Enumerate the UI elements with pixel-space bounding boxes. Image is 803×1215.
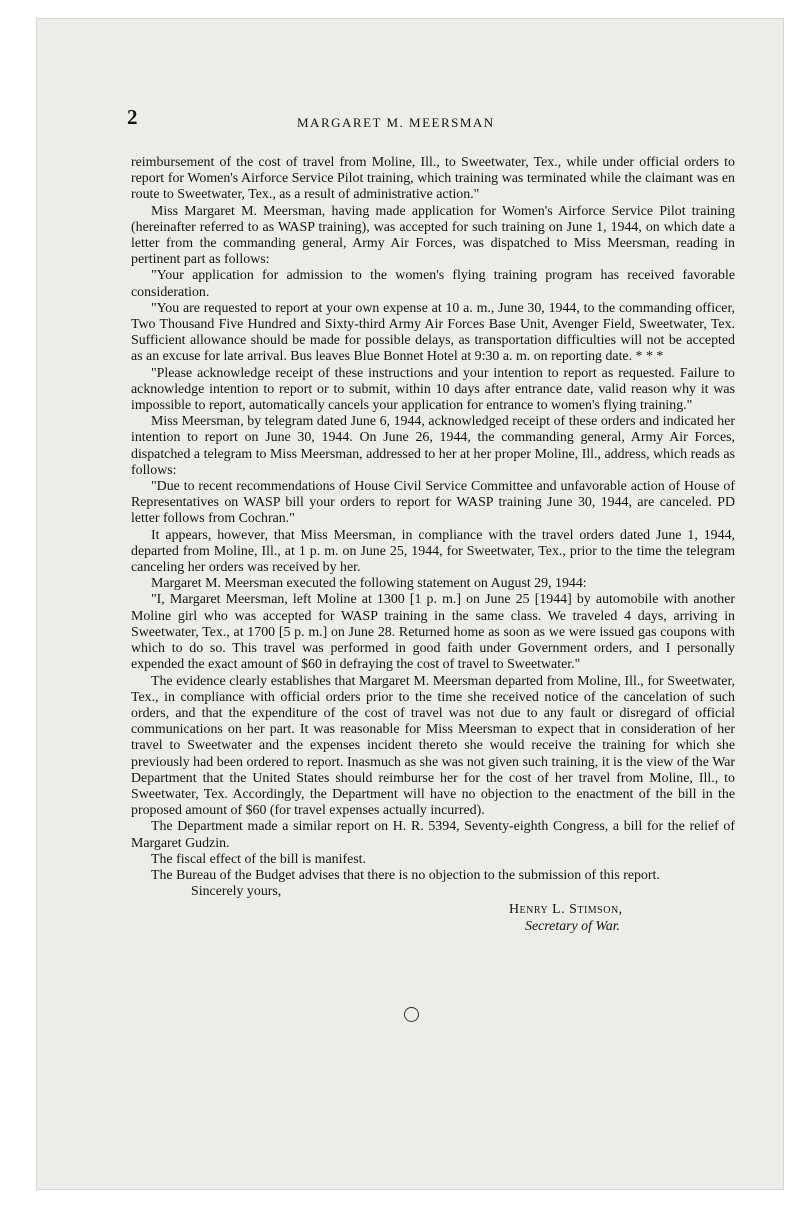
closing-salutation: Sincerely yours, (191, 884, 282, 900)
page-header (127, 105, 735, 155)
paragraph: Margaret M. Meersman executed the following statement on August 29, 1944: (151, 576, 587, 592)
paragraph: reimbursement of the cost of travel from Moline, Ill., to Sweetwater, Tex., while under official orders to report for Women's Airforce Service Pilot training, which training was terminated while the claimant was en route to Sweetwater, Tex., as a result of administrative action." (131, 155, 735, 203)
paragraph: Miss Margaret M. Meersman, having made application for Women's Airforce Service Pilot training (hereinafter referred to as WASP training), was accepted for such training on June 1, 1944, on which date a letter from the commanding general, Army Air Forces, was dispatched to Miss Meersman, reading in pertinent part as follows: (131, 203, 735, 268)
paragraph: The Department made a similar report on H. R. 5394, Seventy-eighth Congress, a bill for the relief of Margaret Gudzin. (131, 819, 735, 851)
signatory-title: Secretary of War. (525, 918, 621, 934)
page-number: 2 (127, 105, 138, 129)
paragraph: The evidence clearly establishes that Margaret M. Meersman departed from Moline, Ill., for Sweetwater, Tex., in compliance with official orders prior to the time she received notice of the cancelation of such orders, and that the expenditure of the cost of travel was not due to any fault or disregard of official communications on her part. It was reasonable for Miss Meersman to expect that in consideration of her travel to Sweetwater and the expenses incident thereto she would receive the training for which she previously had been ordered to report. Inasmuch as she was not given such training, it is the view of the War Department that the United States should reimburse her for the cost of her travel from Moline, Ill., to Sweetwater, Tex. Accordingly, the Department will have no objection to the enactment of the bill in the proposed amount of $60 (for travel expenses actually incurred). (131, 673, 735, 819)
paragraph: The Bureau of the Budget advises that there is no objection to the submission of this report. (151, 867, 660, 883)
document-page (36, 18, 784, 1190)
quoted-paragraph: "I, Margaret Meersman, left Moline at 1300 [1 p. m.] on June 25 [1944] by automobile with another Moline girl who was accepted for WASP training in the same class. We traveled 4 days, arriving in Sweetwater, Tex., at 1700 [5 p. m.] on June 28. Returned home as soon as we were issued gas coupons with which to do so. This travel was performed in good faith under Government orders, and I personally expended the exact amount of $60 in defraying the cost of travel to Sweetwater." (131, 592, 735, 673)
signatory-name: Henry L. Stimson, (509, 902, 623, 918)
page-content (127, 105, 735, 935)
letter-body (131, 155, 735, 900)
signature-block (131, 902, 735, 934)
quoted-paragraph: "Please acknowledge receipt of these instructions and your intention to report as requested. Failure to acknowledge intention to report or to submit, within 10 days after entrance date, valid reason why it was impossible to report, automatically cancels your application for entrance to women's flying training." (131, 365, 735, 414)
quoted-paragraph: "You are requested to report at your own expense at 10 a. m., June 30, 1944, to the commanding officer, Two Thousand Five Hundred and Sixty-third Army Air Forces Base Unit, Avenger Field, Sweetwater, Tex. Sufficient allowance should be made for possible delays, as transportation difficulties will not be accepted as an excuse for late arrival. Bus leaves Blue Bonnet Hotel at 9:30 a. m. on reporting date. * * * (131, 300, 735, 365)
paragraph: Miss Meersman, by telegram dated June 6, 1944, acknowledged receipt of these orders and indicated her intention to report on June 30, 1944. On June 26, 1944, the commanding general, Army Air Forces, dispatched a telegram to Miss Meersman, addressed to her at her proper Moline, Ill., address, which reads as follows: (131, 414, 735, 478)
paragraph: It appears, however, that Miss Meersman, in compliance with the travel orders dated June 1, 1944, departed from Moline, Ill., at 1 p. m. on June 25, 1944, for Sweetwater, Tex., prior to the time the telegram canceling her orders was received by her. (131, 527, 735, 576)
paragraph: The fiscal effect of the bill is manifest. (151, 851, 366, 867)
punch-hole-mark (404, 1007, 419, 1022)
quoted-paragraph: "Due to recent recommendations of House Civil Service Committee and unfavorable action of House of Representatives on WASP bill your orders to report for WASP training June 30, 1944, are canceled. PD letter follows from Cochran." (131, 479, 735, 527)
running-title: MARGARET M. MEERSMAN (297, 115, 495, 130)
quoted-paragraph: "Your application for admission to the women's flying training program has received favorable consideration. (131, 268, 735, 300)
